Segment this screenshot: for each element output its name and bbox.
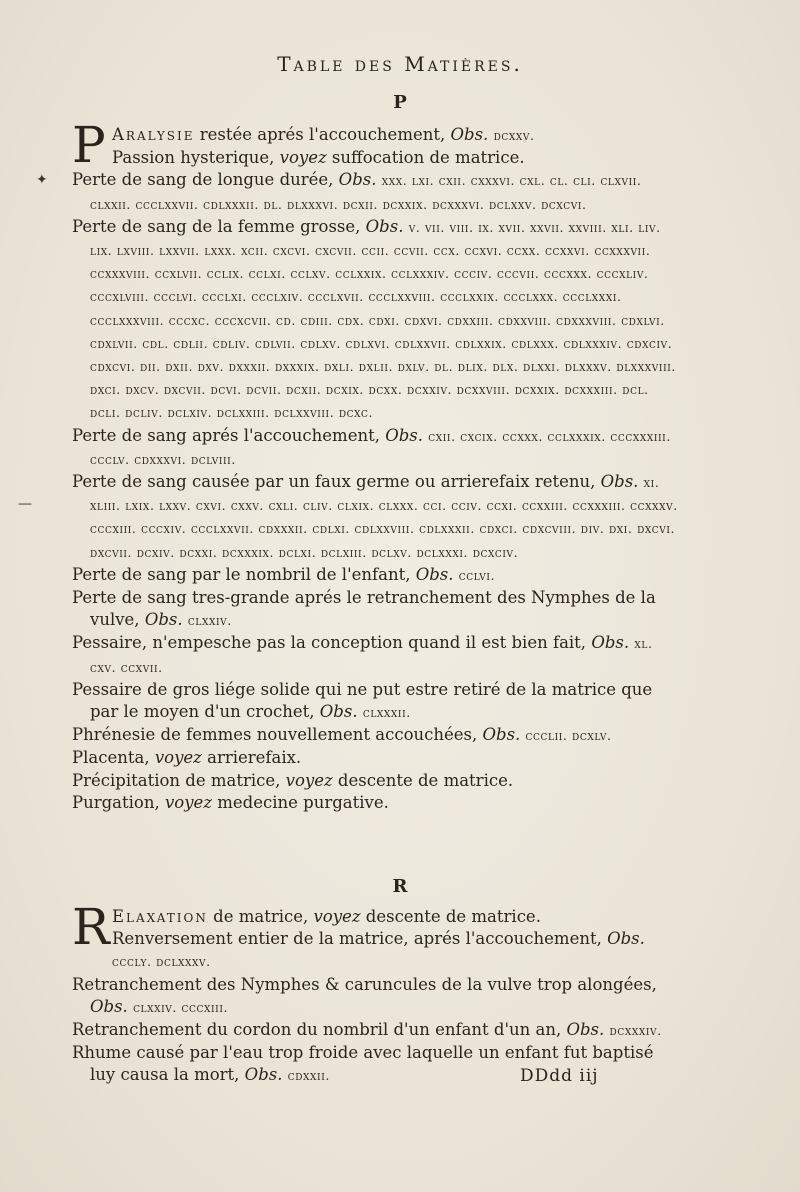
entry-obs: voyez [279, 148, 327, 168]
entry-obs: Obs. [244, 1065, 283, 1085]
entry-obs: Obs. [144, 610, 183, 630]
entry-tail: descente de matrice. [332, 770, 514, 790]
entry-obs: Obs. [566, 1020, 605, 1040]
index-entry [72, 974, 682, 1019]
entry-refs: xi. xliii. lxix. lxxv. cxvi. cxxv. cxli. cliv. clxix. clxxx. cci. cciv. ccxi. ccxxiii. ccxxxiii. ccxxxv. cccxiii. cccxiv. ccclxxvii. cdxxxii. cdlxi. cdlxxviii. cdlxxxii. cdxci. cdxcviii. div. dxi. dxcvi. dxcvii. dcxiv. dcxxi. dcxxxix. dclxi. dclxiii. dclxv. dclxxxi. dcxciv. [90, 475, 678, 560]
entry-text: Perte de sang aprés l'accouchement, [72, 425, 386, 445]
entry-text: de matrice, [207, 907, 314, 926]
index-entry [72, 928, 682, 973]
entry-obs: voyez [164, 792, 213, 812]
entry-lead: Elaxation [112, 907, 208, 926]
entry-obs: Obs. [607, 929, 645, 949]
entry-obs: Obs. [90, 996, 128, 1016]
entry-refs: cclvi. [458, 567, 496, 583]
entry-obs: Obs. [450, 125, 489, 144]
entry-text: Retranchement des Nymphes & caruncules de la vulve trop alongées, [72, 974, 657, 994]
entry-refs: v. vii. viii. ix. xvii. xxvii. xxviii. xli. liv. lix. lxviii. lxxvii. lxxx. xcii. cxcvi. cxcvii. ccii. ccvii. ccx. ccxvi. ccxx. ccxxvi. ccxxxvii. ccxxxviii. ccxlvii. cclix. cclxi. cclxv. cclxxix. cclxxxiv. ccciv. cccvii. cccxxx. cccxliv. cccxlviii. ccclvi. ccclxi. ccclxiv. ccclxvii. ccclxxviii. ccclxxix. ccclxxx. ccclxxxi. ccclxxxviii. cccxc. cccxcvii. cd. cdiii. cdx. cdxi. cdxvi. cdxxiii. cdxxviii. cdxxxviii. cdxlvi. cdxlvii. cdl. cdlii. cdliv. cdlvii. cdlxv. cdlxvi. cdlxxvii. cdlxxix. cdlxxx. cdlxxxiv. cdxciv. cdxcvi. dii. dxii. dxv. dxxxii. dxxxix. dxli. dxlii. dxlv. dl. dlix. dlx. dlxxi. dlxxxv. dlxxxviii. dxci. dxcv. dxcvii. dcvi. dcvii. dcxii. dcxix. dcxx. dcxxiv. dcxxviii. dcxxix. dcxxxiii. dcl. dcli. dcliv. dclxiv. dclxxiii. dclxxviii. dcxc. [90, 219, 676, 421]
entry-refs: clxxxii. [362, 705, 411, 721]
entry-refs: dcxxxiv. [609, 1023, 662, 1039]
index-entry [72, 564, 682, 587]
entry-obs: Obs. [365, 216, 404, 236]
entry-obs: voyez [285, 770, 333, 790]
entry-text: Passion hysterique, [112, 148, 280, 168]
entry-obs: voyez [313, 907, 361, 926]
entry-refs: xl. cxv. ccxvii. [90, 636, 653, 675]
entry-obs: voyez [154, 748, 202, 768]
entry-tail: arrierefaix. [201, 748, 302, 768]
index-entry [72, 1019, 682, 1042]
entry-refs: cccly. dclxxxv. [112, 954, 211, 970]
drop-cap: R [72, 898, 110, 956]
entry-text: Purgation, [72, 792, 165, 812]
entry-text: Perte de sang de la femme grosse, [72, 216, 366, 236]
entry-obs: Obs. [600, 472, 639, 492]
entry-refs: cxii. cxcix. ccxxx. cclxxxix. cccxxxiii. ccclv. cdxxxvi. dclviii. [90, 428, 671, 467]
entry-tail: descente de matrice. [360, 907, 541, 926]
entry-obs: Obs. [415, 564, 454, 584]
entry-obs: Obs. [319, 702, 358, 722]
entry-tail: suffocation de matrice. [326, 148, 525, 168]
index-entry [72, 679, 682, 724]
margin-mark: ✦ [36, 172, 48, 188]
index-entry [72, 216, 682, 425]
page-header: Table des Matières. [277, 52, 523, 76]
entry-text: Pessaire de gros liége solide qui ne put estre retiré de la matrice que par le moyen d'un crochet, [72, 679, 653, 722]
entry-text: Pessaire, n'empesche pas la conception quand il est bien fait, [72, 633, 592, 653]
entry-text: Perte de sang tres-grande aprés le retranchement des Nymphes de la vulve, [72, 588, 656, 630]
index-entry [72, 747, 682, 769]
entry-obs: Obs. [591, 633, 630, 653]
entry-text: Précipitation de matrice, [72, 770, 286, 790]
entry-obs: Obs. [338, 170, 377, 190]
index-entry [72, 770, 682, 792]
index-entry [72, 169, 682, 215]
entry-text: Retranchement du cordon du nombril d'un enfant d'un an, [72, 1020, 567, 1040]
entry-lead: Aralysie [112, 125, 195, 144]
entry-tail: medecine purgative. [212, 792, 389, 812]
index-section-p [72, 116, 682, 814]
index-entry [72, 587, 682, 632]
entry-text: Perte de sang par le nombril de l'enfant, [72, 564, 416, 584]
index-entry [72, 425, 682, 471]
entry-text: Placenta, [72, 748, 155, 768]
index-entry [72, 724, 682, 747]
index-entry [72, 792, 682, 814]
entry-refs: cdxxii. [287, 1068, 330, 1084]
signature-mark: DDdd iij [520, 1066, 599, 1086]
entry-obs: Obs. [482, 725, 521, 745]
entry-text: restée aprés l'accouchement, [194, 125, 451, 144]
drop-cap: P [72, 116, 106, 174]
entry-refs: clxxiv. [187, 613, 232, 629]
entry-text: Renversement entier de la matrice, aprés l'accouchement, [112, 929, 608, 949]
entry-refs: clxxiv. cccxiii. [133, 999, 229, 1015]
entry-refs: ccclii. dcxlv. [525, 728, 612, 744]
margin-mark: — [18, 496, 32, 512]
entry-text: Rhume causé par l'eau trop froide avec laquelle un enfant fut baptisé luy causa la mort, [72, 1043, 654, 1085]
index-section-r [72, 898, 682, 1088]
entry-refs: xxx. lxi. cxii. cxxxvi. cxl. cl. cli. clxvii. clxxii. ccclxxvii. cdlxxxii. dl. dlxxxvi. dcxii. dcxxix. dcxxxvi. dclxxv. dcxcvi. [90, 173, 642, 212]
entry-refs: dcxxv. [493, 128, 535, 143]
entry-text: Perte de sang de longue durée, [72, 170, 339, 190]
index-entry [72, 471, 682, 564]
entry-text: Phrénesie de femmes nouvellement accouchées, [72, 725, 483, 745]
section-letter-r: R [392, 876, 408, 897]
entry-text: Perte de sang causée par un faux germe ou arrierefaix retenu, [72, 472, 601, 492]
index-entry [72, 632, 682, 678]
section-letter-p: P [393, 92, 407, 113]
index-entry [72, 147, 682, 169]
entry-obs: Obs. [385, 425, 424, 445]
